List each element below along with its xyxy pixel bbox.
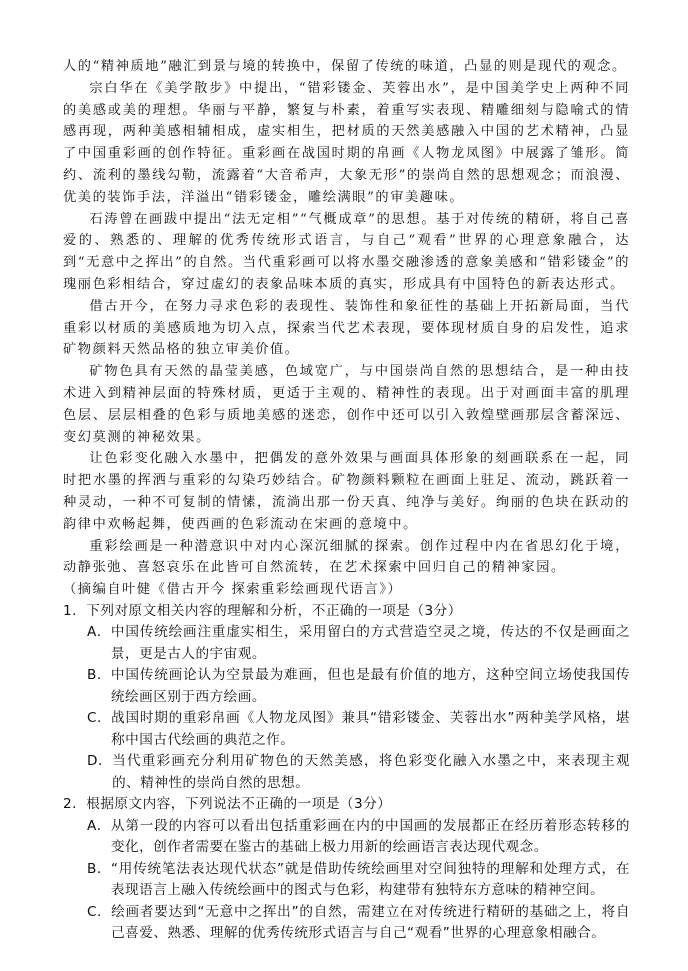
option-letter: D． bbox=[87, 753, 113, 770]
option-b bbox=[63, 859, 630, 902]
option-text: 战国时期的重彩帛画《人物龙凤图》兼具“错彩镂金、芙蓉出水”两种美学风格，堪称中国古代绘画的典范之作。 bbox=[111, 710, 630, 748]
passage-paragraph: 借古开今，在努力寻求色彩的表现性、装饰性和象征性的基础上开拓新局面，当代重彩以材质的美感质地为切入点，探索当代艺术表现，要体现材质自身的启发性，追求矿物颜料天然品格的独立审美价值。 bbox=[63, 298, 630, 358]
passage-paragraph: 矿物色具有天然的晶莹美感，色域宽广，与中国崇尚自然的思想结合，是一种由技术进入到精神层面的特殊材质，更适于主观的、精神性的表现。出于对画面丰富的肌理色层、层层相叠的色彩与质地美感的迷恋，创作中还可以引入敦煌壁画那层含蓄深远、变幻莫测的神秘效果。 bbox=[63, 364, 630, 445]
option-a bbox=[63, 622, 630, 665]
option-letter: A． bbox=[87, 624, 111, 641]
passage-paragraph: 宗白华在《美学散步》中提出，“错彩镂金、芙蓉出水”，是中国美学史上两种不同的美感或美的理想。华丽与平静，繁复与朴素，着重写实表现、精雕细刻与隐喻式的情感再现，两种美感相辅相成，虚实相生，把材质的天然美感融入中国的艺术精神，凸显了中国重彩画的创作特征。重彩画在战国时期的帛画《人物龙凤图》中展露了雏形。简约、流利的墨线勾勒，流露着“大音希声，大象无形”的崇尚自然的思想观念；而浪漫、优美的装饰手法，洋溢出“错彩镂金，雕绘满眼”的审美趣味。 bbox=[63, 80, 630, 205]
option-letter: C． bbox=[87, 903, 112, 920]
passage-paragraph: 石涛曾在画跋中提出“法无定相”“气概成章”的思想。基于对传统的精研，将自己喜爱的、熟悉的、理解的优秀传统形式语言，与自己“观看”世界的心理意象融合，达到“无意中之挥出”的自然。当代重彩画可以将水墨交融渗透的意象美感和“错彩镂金”的瑰丽色彩相结合，穿过虚幻的表象品味本质的真实，形成具有中国特色的新表达形式。 bbox=[63, 211, 630, 292]
option-letter: B． bbox=[87, 667, 111, 684]
option-d bbox=[63, 751, 630, 794]
option-letter: B． bbox=[87, 860, 111, 877]
question-stem: 1．下列对原文相关内容的理解和分析，不正确的一项是（3分） bbox=[63, 602, 462, 619]
option-text: 当代重彩画充分利用矿物色的天然美感，将色彩变化融入水墨之中，来表现主观的、精神性的崇尚自然的思想。 bbox=[112, 753, 630, 791]
option-letter: A． bbox=[87, 817, 111, 834]
option-text: “用传统笔法表达现代状态”就是借助传统绘画里对空间独特的理解和处理方式，在表现语言上融入传统绘画中的图式与色彩，构建带有独特东方意味的精神空间。 bbox=[110, 860, 630, 899]
option-text: 中国传统画论认为空景最为难画，但也是最有价值的地方，这种空间立场使我国传统绘画区别于西方绘画。 bbox=[110, 667, 630, 705]
passage-paragraph: 重彩绘画是一种潜意识中对内心深沉细腻的探索。创作过程中内在省思幻化于境，动静张弛、喜怒哀乐在此皆可自然流转，在艺术探索中回归自己的精神家园。 bbox=[63, 538, 630, 576]
option-letter: C． bbox=[87, 710, 112, 727]
option-text: 中国传统绘画注重虚实相生，采用留白的方式营造空灵之境，传达的不仅是画面之景，更是古人的宇宙观。 bbox=[110, 624, 630, 662]
question-1 bbox=[63, 601, 630, 795]
question-2 bbox=[63, 794, 630, 945]
passage-source: （摘编自叶健《借古开今 探索重彩绘画现代语言》） bbox=[63, 582, 403, 598]
option-c bbox=[63, 902, 630, 945]
option-b bbox=[63, 665, 630, 708]
passage-paragraph: 让色彩变化融入水墨中，把偶发的意外效果与画面具体形象的刻画联系在一起，同时把水墨的挥洒与重彩的勾染巧妙结合。矿物颜料颗粒在画面上驻足、流动，跳跃着一种灵动，一种不可复制的情愫，流淌出那一份天真、纯净与美好。绚丽的色块在跃动的韵律中欢畅起舞，使西画的色彩流动在宋画的意境中。 bbox=[63, 451, 630, 532]
question-stem: 2．根据原文内容，下列说法不正确的一项是（3分） bbox=[63, 796, 392, 813]
option-a bbox=[63, 816, 630, 859]
question-list bbox=[63, 601, 630, 945]
option-text: 从第一段的内容可以看出包括重彩画在内的中国画的发展都正在经历着形态转移的变化，创作者需要在鉴古的基础上极力用新的绘画语言表达现代观念。 bbox=[110, 817, 630, 856]
option-c bbox=[63, 708, 630, 751]
option-text: 绘画者要达到“无意中之挥出”的自然，需建立在对传统进行精研的基础之上，将自己喜爱、熟悉、理解的优秀传统形式语言与自己“观看”世界的心理意象相融合。 bbox=[111, 903, 630, 942]
reading-passage bbox=[63, 56, 630, 601]
passage-paragraph: 人的“精神质地”融汇到景与境的转换中，保留了传统的味道，凸显的则是现代的观念。 bbox=[63, 59, 627, 74]
